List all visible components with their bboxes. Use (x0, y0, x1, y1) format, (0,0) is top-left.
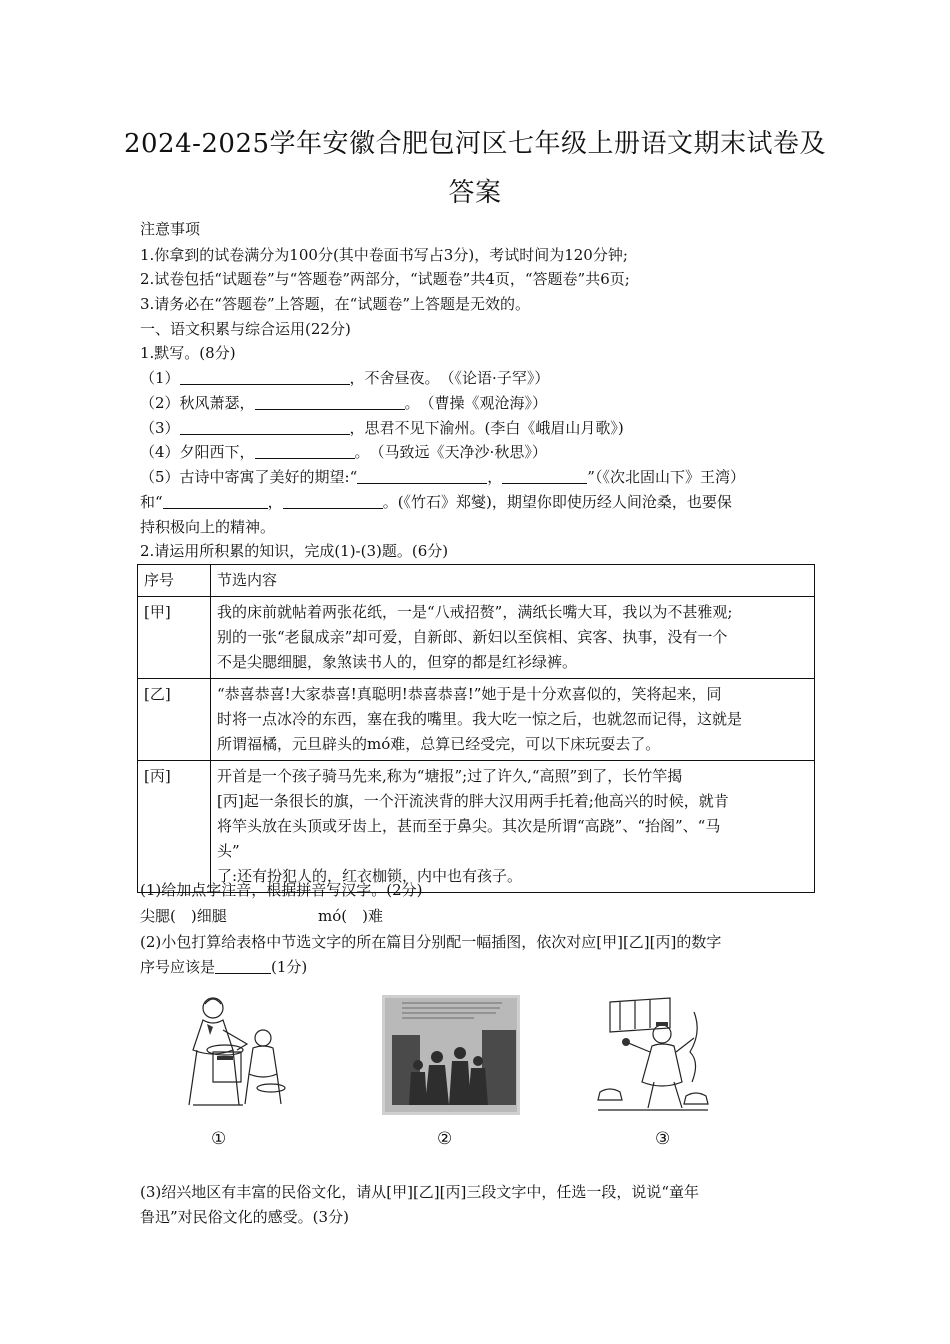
table-header-row (138, 565, 815, 597)
table-row (138, 597, 815, 679)
q1-line-2 (140, 393, 547, 413)
row-line: 我的床前就帖着两张花纸，一是“八戒招赘”，满纸长嘴大耳，我以为不甚雅观; (217, 603, 733, 621)
row-line: “恭喜恭喜!大家恭喜!真聪明!恭喜恭喜!”她于是十分欢喜似的，笑将起来，同 (217, 685, 722, 703)
q1-l5-comma: ， (487, 468, 503, 486)
q1-l2-text: （2）秋风萧瑟， (140, 394, 255, 412)
row-line: 开首是一个孩子骑马先来,称为“塘报”;过了许久,“高照”到了，长竹竿揭 (217, 767, 683, 785)
q1-l3-num: （3） (140, 419, 180, 437)
row-content (211, 679, 815, 761)
q1-line-5 (140, 467, 745, 487)
row-line: 不是尖腮细腿，象煞读书人的，但穿的都是红衫绿裤。 (217, 653, 578, 671)
table-header-no: 序号 (138, 565, 211, 597)
illustration-1-woman-child (165, 990, 295, 1115)
answer-blank[interactable] (283, 494, 383, 509)
table-row (138, 679, 815, 761)
q1-line-3 (140, 418, 624, 438)
illustration-2-crowd (382, 995, 520, 1115)
row-no: [丙] (138, 761, 211, 893)
q1-l4-tail: 。 （马致远《天净沙·秋思》） (354, 443, 547, 461)
notice-item-2: 2.试卷包括“试题卷”与“答题卷”两部分，“试题卷”共4页，“答题卷”共6页; (140, 270, 630, 288)
q1-line-4 (140, 442, 547, 462)
q1-line-6 (140, 492, 732, 512)
q2-sub1-b: mó( )难 (318, 907, 383, 925)
notice-item-3: 3.请务必在“答题卷”上答题，在“试题卷”上答题是无效的。 (140, 295, 530, 313)
q2-heading: 2.请运用所积累的知识，完成(1)-(3)题。(6分) (140, 542, 449, 560)
q1-l3-text: ，思君不见下渝州。(李白《峨眉山月歌》) (349, 419, 624, 437)
q1-l5-text: （5）古诗中寄寓了美好的期望:“ (140, 468, 358, 486)
q1-l1-text: ，不舍昼夜。 （《论语·子罕》） (349, 369, 550, 387)
q1-l4-text: （4）夕阳西下， (140, 443, 255, 461)
answer-blank[interactable] (255, 444, 355, 459)
q2-sub2-line2 (140, 957, 307, 977)
answer-blank[interactable] (180, 370, 350, 385)
row-line: 时将一点冰冷的东西，塞在我的嘴里。我大吃一惊之后，也就忽而记得，这就是 (217, 710, 743, 728)
answer-blank[interactable] (357, 469, 487, 484)
exam-title-line2: 答案 (448, 178, 502, 208)
q1-l2-tail: 。 （曹操《观沧海》） (404, 394, 548, 412)
illustration-3-man-scene (590, 992, 720, 1117)
q1-l6-comma: ， (267, 493, 283, 511)
q2-sub2-tail: (1分) (271, 958, 308, 976)
notice-item-1: 1.你拿到的试卷满分为100分(其中卷面书写占3分)，考试时间为120分钟; (140, 246, 628, 264)
illustration-2-caption: ② (437, 1129, 453, 1149)
q2-sub1-a: 尖腮( )细腿 (140, 907, 227, 925)
table-header-content: 节选内容 (211, 565, 815, 597)
answer-blank[interactable] (163, 494, 268, 509)
q1-heading: 1.默写。(8分) (140, 344, 236, 362)
answer-blank[interactable] (215, 959, 271, 974)
row-line: [丙]起一条很长的旗，一个汗流浃背的胖大汉用两手托着;他高兴的时候，就肯 (217, 792, 729, 810)
q2-sub2-line1: (2)小包打算给表格中节选文字的所在篇目分别配一幅插图，依次对应[甲][乙][丙]的数字 (140, 933, 722, 951)
q2-sub2-text: 序号应该是 (140, 958, 216, 976)
row-line: 所谓福橘，元旦辟头的mó难，总算已经受完，可以下床玩耍去了。 (217, 735, 661, 753)
row-line: 别的一张“老鼠成亲”却可爱，自新郎、新妇以至傧相、宾客、执事，没有一个 (217, 628, 728, 646)
illustration-1-caption: ① (211, 1129, 227, 1149)
q2-sub3-line1: (3)绍兴地区有丰富的民俗文化，请从[甲][乙][丙]三段文字中，任选一段，说说“童年 (140, 1183, 700, 1201)
illustration-3-caption: ③ (655, 1129, 671, 1149)
row-no: [甲] (138, 597, 211, 679)
q1-l6-tail: 。(《竹石》郑燮)，期望你即使历经人间沧桑，也要保 (382, 493, 732, 511)
exam-title-line1: 2024-2025学年安徽合肥包河区七年级上册语文期末试卷及 (123, 129, 827, 159)
row-content (211, 597, 815, 679)
answer-blank[interactable] (255, 395, 405, 410)
q1-l1-num: （1） (140, 369, 180, 387)
excerpt-table (137, 564, 815, 893)
row-content (211, 761, 815, 893)
q1-l5-tail: ”（《次北固山下》王湾） (587, 468, 745, 486)
q2-sub1: (1)给加点字注音，根据拼音写汉字。(2分) (140, 881, 423, 899)
q1-line-1 (140, 368, 549, 388)
q2-sub3-line2: 鲁迅”对民俗文化的感受。(3分) (140, 1208, 349, 1226)
row-no: [乙] (138, 679, 211, 761)
notice-heading: 注意事项 (140, 220, 201, 238)
q1-line-7: 持积极向上的精神。 (140, 518, 276, 536)
table-row (138, 761, 815, 893)
q1-l6-text: 和“ (140, 493, 163, 511)
section-heading: 一、语文积累与综合运用(22分) (140, 320, 351, 338)
row-line: 头” (217, 842, 240, 860)
answer-blank[interactable] (180, 420, 350, 435)
row-line: 将竿头放在头顶或牙齿上，甚而至于鼻尖。其次是所谓“高跷”、“抬阁”、“马 (217, 817, 721, 835)
row-line: 了:还有扮犯人的，红衣枷锁，内中也有孩子。 (217, 867, 523, 885)
answer-blank[interactable] (502, 469, 587, 484)
